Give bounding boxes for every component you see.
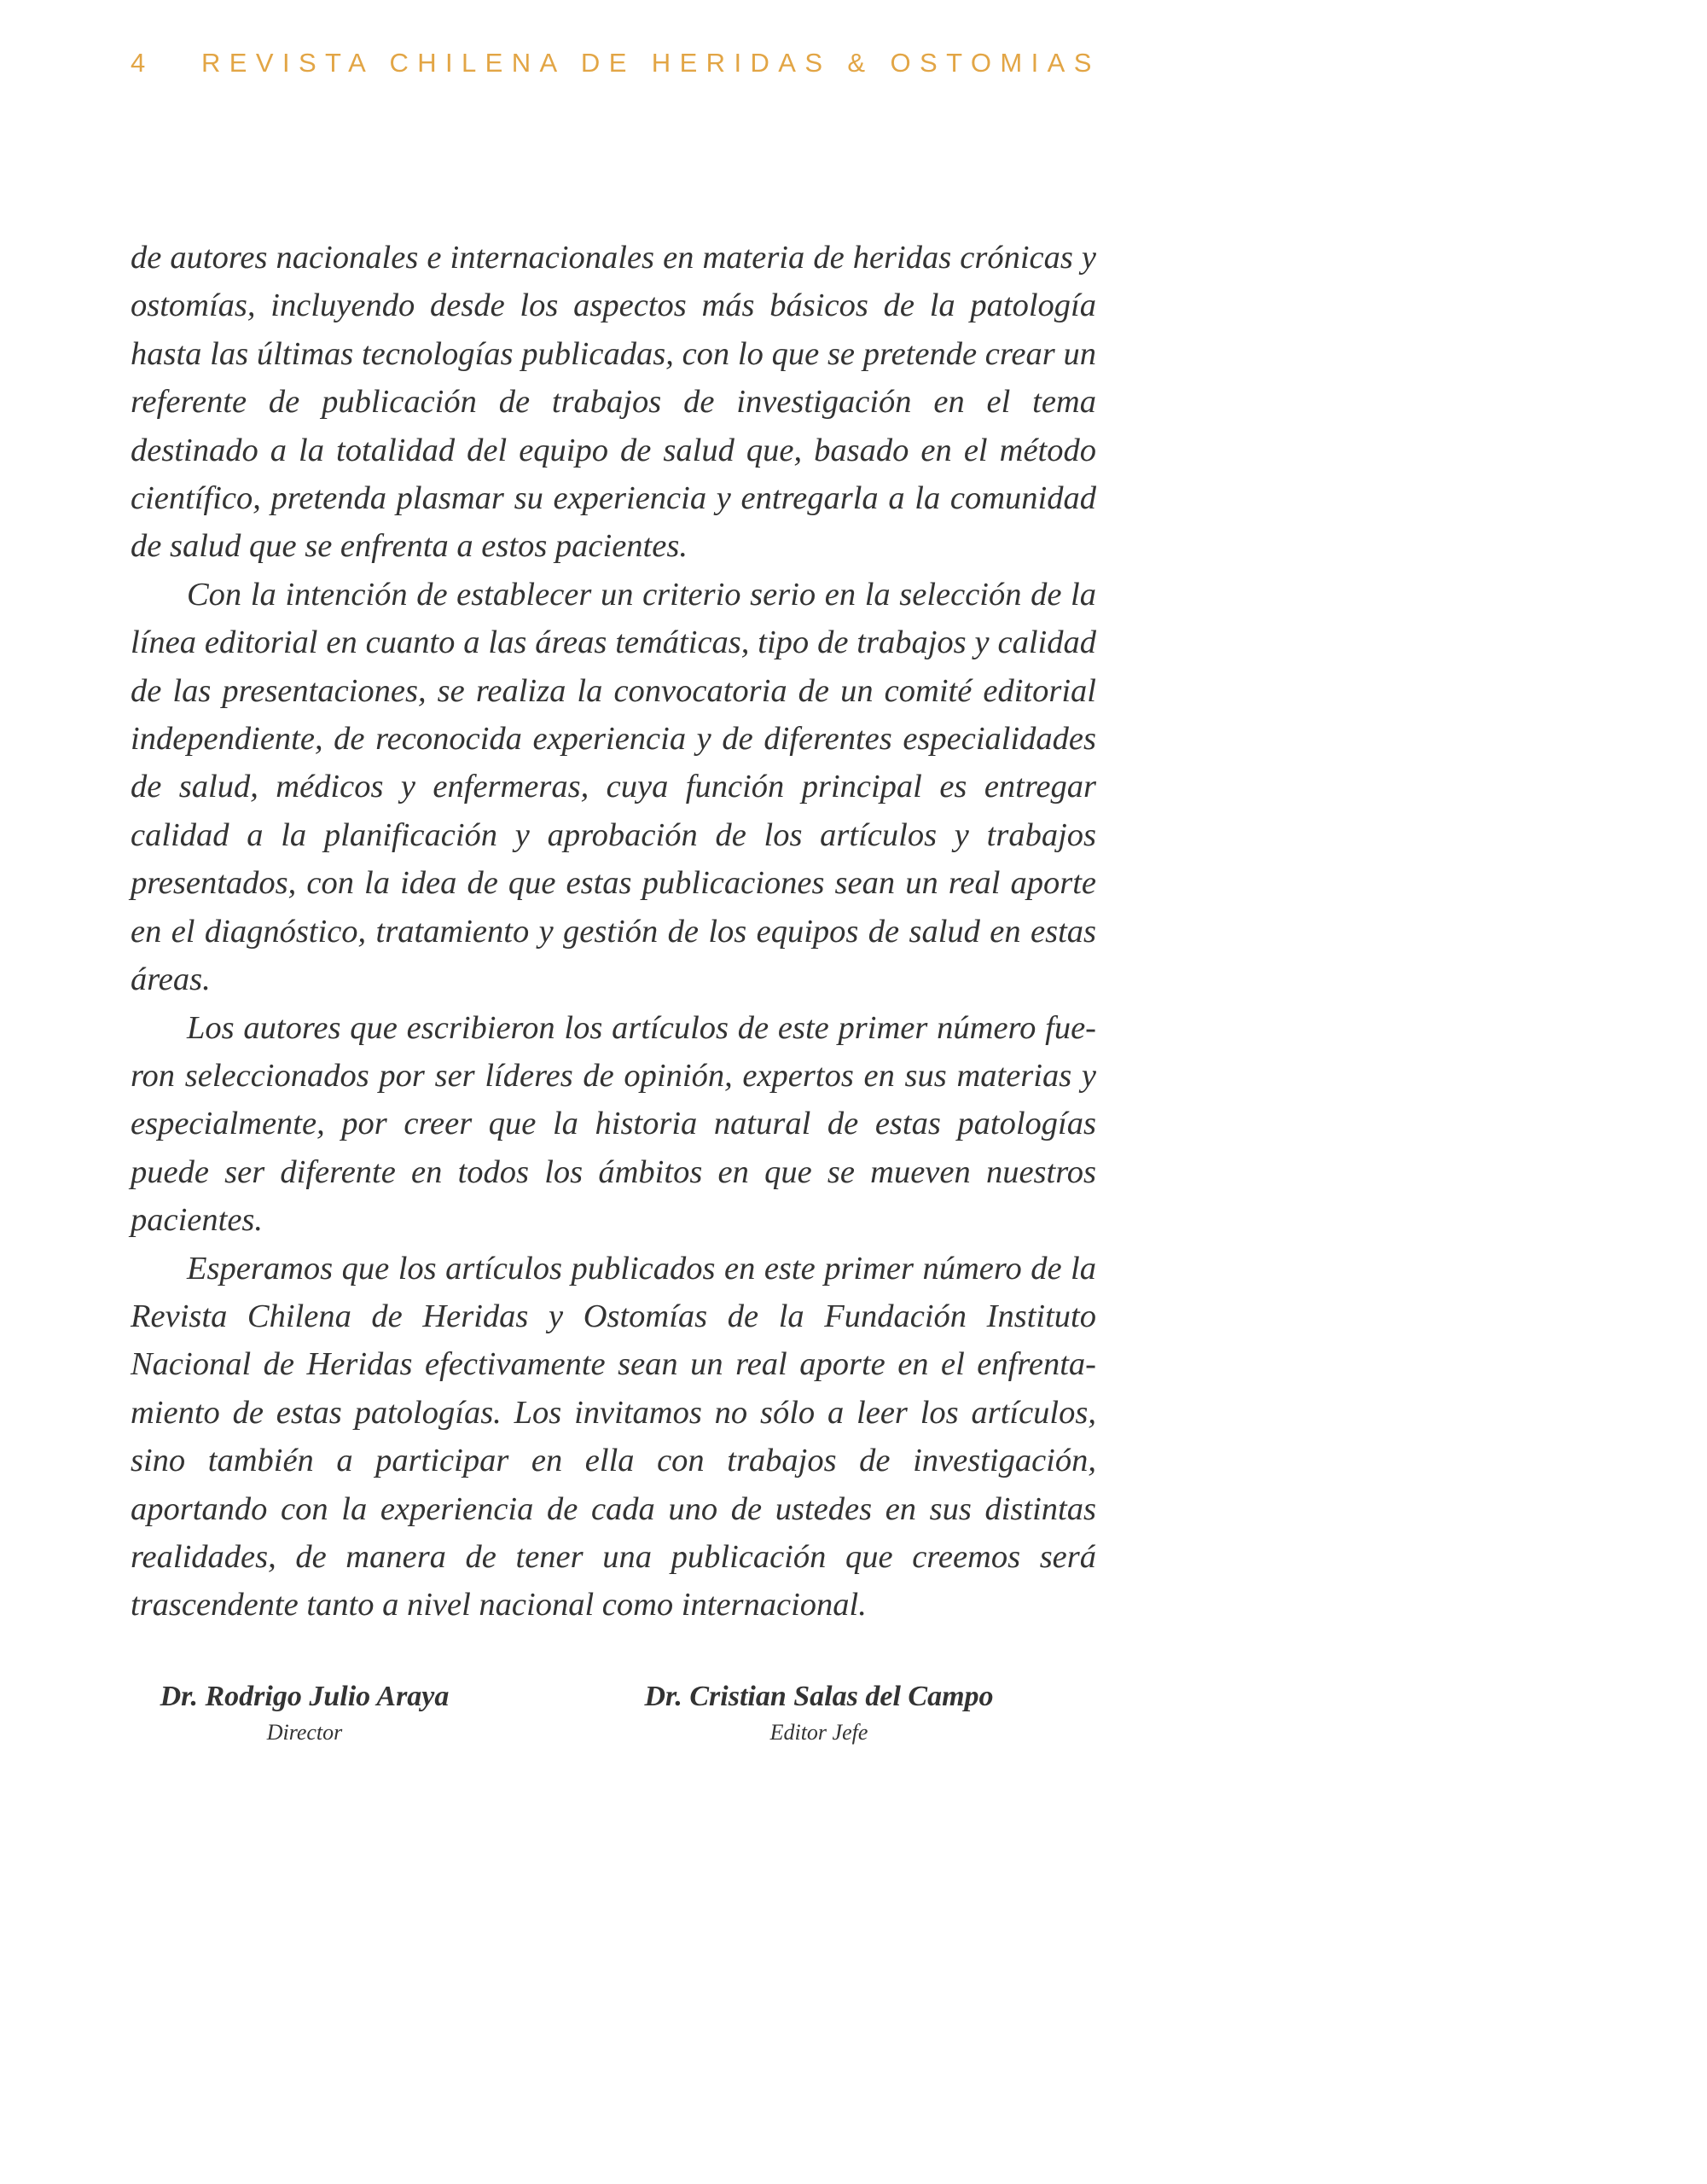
signature-block	[131, 1677, 1096, 1780]
paragraph-continued: de autores nacionales e internacionales en materia de heridas crónicas y ostomías, incluyendo desde los aspectos más básicos de la patología hasta las últimas tecnologías publicadas, con lo que se pretende crear un referente de publicación de trabajos de investigación en el tema destinado a la totalidad del equipo de salud que, basado en el método científico, pretenda plasmar su experiencia y entregarla a la comunidad de salud que se enfrenta a estos pacientes.	[131, 240, 1096, 565]
editorial-body	[131, 234, 1096, 1629]
journal-title: REVISTA CHILENA DE HERIDAS & OSTOMIAS	[201, 48, 1100, 78]
director-signature	[151, 1677, 458, 1749]
director-name: Dr. Rodrigo Julio Araya	[160, 1681, 450, 1712]
paragraph-authors: Los autores que escribieron los artículos de este primer número fueron seleccionados por ser líderes de opinión, expertos en sus materias y especialmente, por creer que la historia natural de estas patologías puede ser diferente en todos los ámbitos en que se mueven nuestros pacientes.	[131, 1009, 1096, 1239]
paragraph-editorial-committee: Con la intención de establecer un criterio serio en la selección de la línea editorial en cuanto a las áreas temáticas, tipo de trabajos y calidad de las presentaciones, se realiza la convocatoria de un comité editorial independiente, de reconocida experiencia y de diferentes especialidades de salud, médicos y enfermeras, cuya función principal es entregar calidad a la planificación y aprobación de los artículos y trabajos presentados, con la idea de que estas publicaciones sean un real aporte en el diagnóstico, tratamiento y gestión de los equipos de salud en estas áreas.	[131, 576, 1096, 998]
paragraph-closing: Esperamos que los artículos publicados en este primer número de la Revista Chilena de Heridas y Ostomías de la Fundación Instituto Nacional de Heridas efectivamente sean un real aporte en el enfrentamiento de estas patologías. Los invitamos no sólo a leer los artículos, sino también a participar en ella con trabajos de investigación, aportando con la experiencia de cada uno de ustedes en sus distintas realidades, de manera de tener una publicación que creemos será trascendente tanto a nivel nacional como internacional.	[131, 1250, 1096, 1623]
running-header	[131, 44, 1100, 82]
director-role: Director	[266, 1720, 343, 1745]
editor-signature	[636, 1677, 1002, 1749]
page-number: 4	[131, 48, 148, 78]
editor-role: Editor Jefe	[769, 1720, 868, 1745]
editor-name: Dr. Cristian Salas del Campo	[644, 1681, 994, 1712]
